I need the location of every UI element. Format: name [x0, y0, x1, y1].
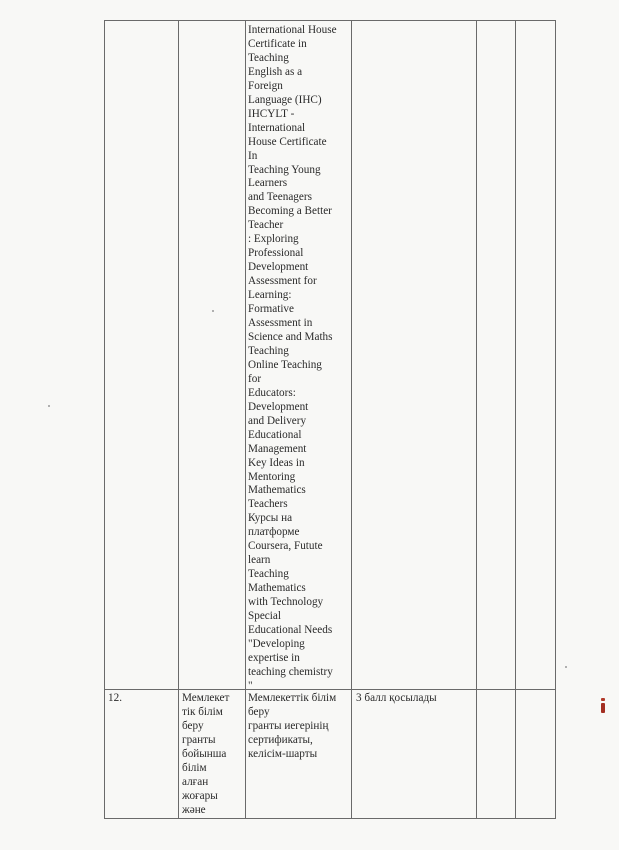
cell-line: Development [248, 400, 309, 413]
documents-cell-continued [248, 24, 337, 694]
cell-line: " [248, 679, 253, 692]
cell-line: беру [248, 705, 270, 718]
cell-line: Мемлекеттік білім [248, 692, 337, 704]
cell-line: Teaching [248, 51, 289, 64]
cell-line: Teaching [248, 344, 289, 357]
cell-line: Educators: [248, 386, 296, 399]
cell-line: Professional [248, 247, 304, 260]
table-divider-col6 [515, 20, 516, 819]
cell-line: In [248, 149, 258, 162]
cell-line: Key Ideas in [248, 456, 305, 469]
table-border-left [104, 20, 105, 819]
cell-line: беру [182, 719, 204, 732]
cell-line: Online Teaching [248, 358, 322, 371]
cell-line: Certificate in [248, 37, 307, 50]
cell-line: Курсы на [248, 512, 293, 525]
cell-line: teaching chemistry [248, 665, 333, 678]
cell-line: Special [248, 610, 281, 623]
cell-line: келісім-шарты [248, 747, 318, 760]
cell-line: : Exploring [248, 233, 299, 246]
cell-line: Becoming a Better [248, 205, 332, 218]
cell-line: Language (IHC) [248, 93, 322, 106]
cell-line: Mathematics [248, 582, 306, 595]
cell-line: Foreign [248, 79, 283, 92]
scan-speck [212, 310, 214, 312]
cell-line: Teachers [248, 498, 288, 511]
cell-line: Educational [248, 428, 302, 441]
cell-line: International [248, 121, 306, 134]
cell-line: Educational Needs [248, 623, 333, 636]
cell-line: гранты иегерінің [248, 719, 329, 732]
cell-line: сертификаты, [248, 733, 313, 746]
table-divider-col3 [245, 20, 246, 819]
cell-line: "Developing [248, 637, 305, 650]
cell-line: Teacher [248, 219, 284, 232]
table-border-bottom [104, 818, 556, 819]
cell-line: IHCYLT - [248, 107, 295, 120]
table-divider-col2 [178, 20, 179, 819]
documents-cell [248, 692, 336, 762]
cell-line: Development [248, 261, 309, 274]
cell-line: English as a [248, 65, 303, 78]
cell-line: және [182, 803, 206, 816]
cell-line: жоғары [182, 789, 218, 802]
cell-line: with Technology [248, 596, 324, 609]
cell-line: Learners [248, 177, 288, 190]
margin-mark [600, 698, 606, 714]
criterion-cell [182, 692, 229, 818]
cell-line: learn [248, 554, 271, 567]
table-border-right [555, 20, 556, 819]
cell-line: and Teenagers [248, 191, 312, 204]
cell-line: International House [248, 24, 337, 36]
cell-line: Teaching Young [248, 163, 321, 176]
table-divider-col4 [351, 20, 352, 819]
cell-line: Assessment in [248, 317, 313, 330]
cell-line: гранты [182, 733, 216, 746]
cell-line: платформе [248, 526, 300, 539]
table-divider-col5 [476, 20, 477, 819]
scan-speck [565, 666, 567, 668]
table-border-top [104, 20, 556, 21]
cell-line: тік білім [182, 705, 223, 718]
cell-line: and Delivery [248, 414, 307, 427]
cell-line: Assessment for [248, 275, 317, 288]
cell-line: Мемлекет [182, 692, 230, 704]
cell-line: expertise in [248, 651, 300, 664]
cell-line: бойынша [182, 747, 227, 760]
scan-speck [48, 405, 50, 407]
cell-line: білім [182, 761, 207, 774]
cell-line: Science and Maths [248, 330, 333, 343]
cell-line: House Certificate [248, 135, 327, 148]
cell-line: Mentoring [248, 470, 296, 483]
cell-line: Management [248, 442, 307, 455]
cell-line: Formative [248, 303, 294, 316]
cell-line: Mathematics [248, 484, 306, 497]
cell-line: for [248, 372, 262, 385]
cell-line: Learning: [248, 289, 292, 302]
cell-line: алған [182, 775, 209, 788]
row-number: 12. [108, 692, 122, 704]
score-cell: 3 балл қосылады [356, 692, 437, 704]
cell-line: Teaching [248, 568, 289, 581]
cell-line: Coursera, Futute [248, 540, 323, 553]
